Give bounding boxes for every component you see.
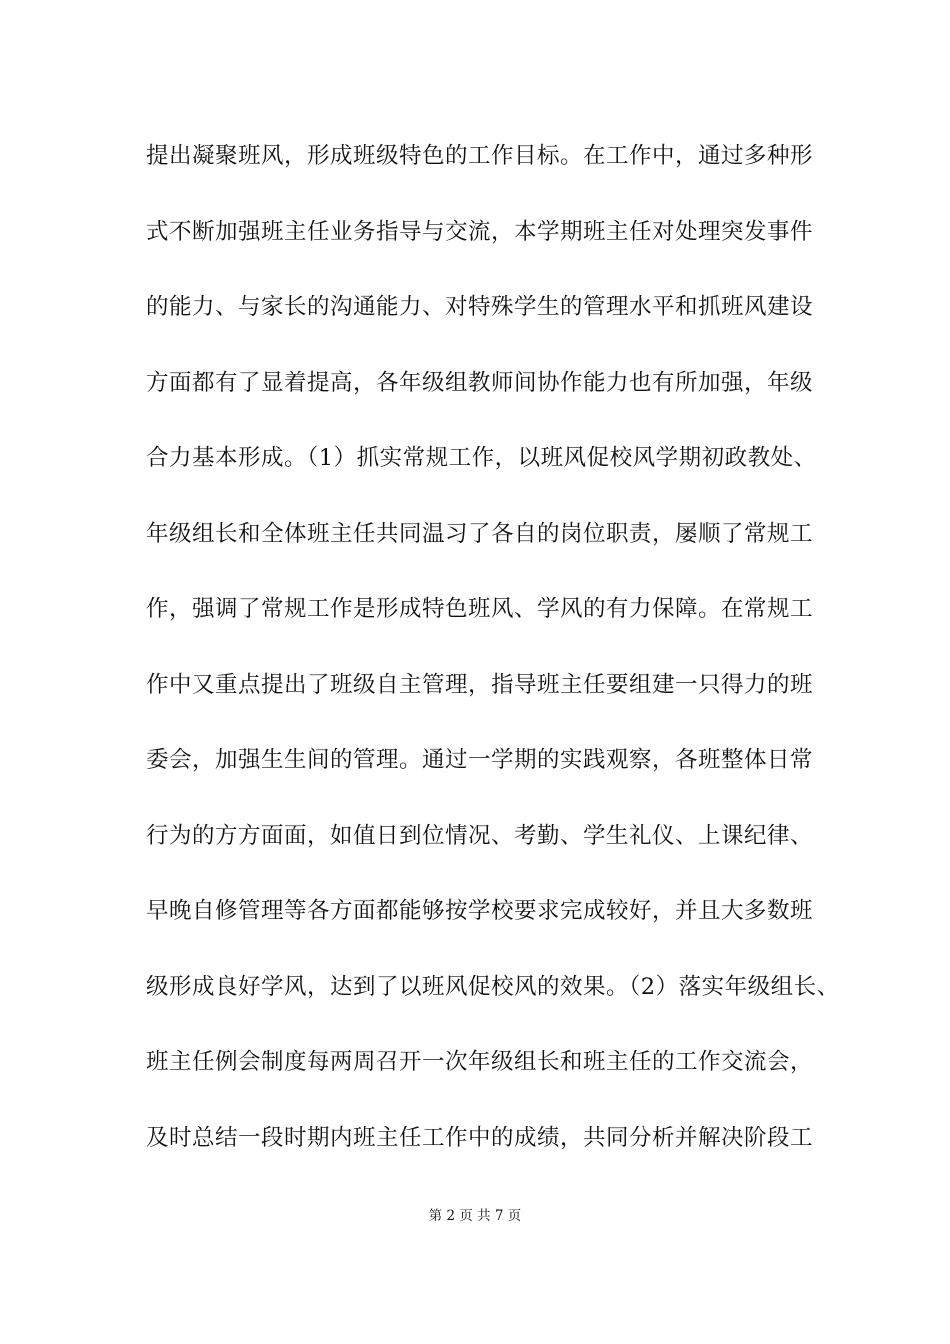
body-text [146, 134, 840, 1191]
text-line: 委会，加强生生间的管理。通过一学期的实践观察，各班整体日常 [146, 747, 814, 773]
text-line: 行为的方方面面，如值日到位情况、考勤、学生礼仪、上课纪律、 [146, 822, 814, 849]
text-line: 班主任例会制度每两周召开一次年级组长和班主任的工作交流会， [146, 1049, 814, 1075]
page-number-label: 第 2 页 共 7 页 [428, 1208, 522, 1224]
text-line: 方面都有了显着提高，各年级组教师间协作能力也有所加强，年级 [146, 369, 814, 396]
text-line: 式不断加强班主任业务指导与交流，本学期班主任对处理突发事件 [146, 218, 814, 245]
text-line: 年级组长和全体班主任共同温习了各自的岗位职责，屡顺了常规工 [146, 520, 814, 547]
text-line: 的能力、与家长的沟通能力、对特殊学生的管理水平和抓班风建设 [146, 294, 814, 320]
page-footer [0, 1206, 950, 1226]
text-line: 早晚自修管理等各方面都能够按学校要求完成较好，并且大多数班 [146, 898, 814, 924]
text-line: 提出凝聚班风，形成班级特色的工作目标。在工作中，通过多种形 [146, 143, 814, 169]
text-line: 作中又重点提出了班级自主管理，指导班主任要组建一只得力的班 [146, 671, 814, 698]
text-line: 合力基本形成。（1）抓实常规工作，以班风促校风学期初政教处、 [146, 445, 817, 471]
text-line: 级形成良好学风，达到了以班风促校风的效果。（2）落实年级组长、 [146, 973, 840, 1000]
text-line: 及时总结一段时期内班主任工作中的成绩，共同分析并解决阶段工 [146, 1124, 814, 1151]
text-line: 作，强调了常规工作是形成特色班风、学风的有力保障。在常规工 [146, 596, 814, 622]
